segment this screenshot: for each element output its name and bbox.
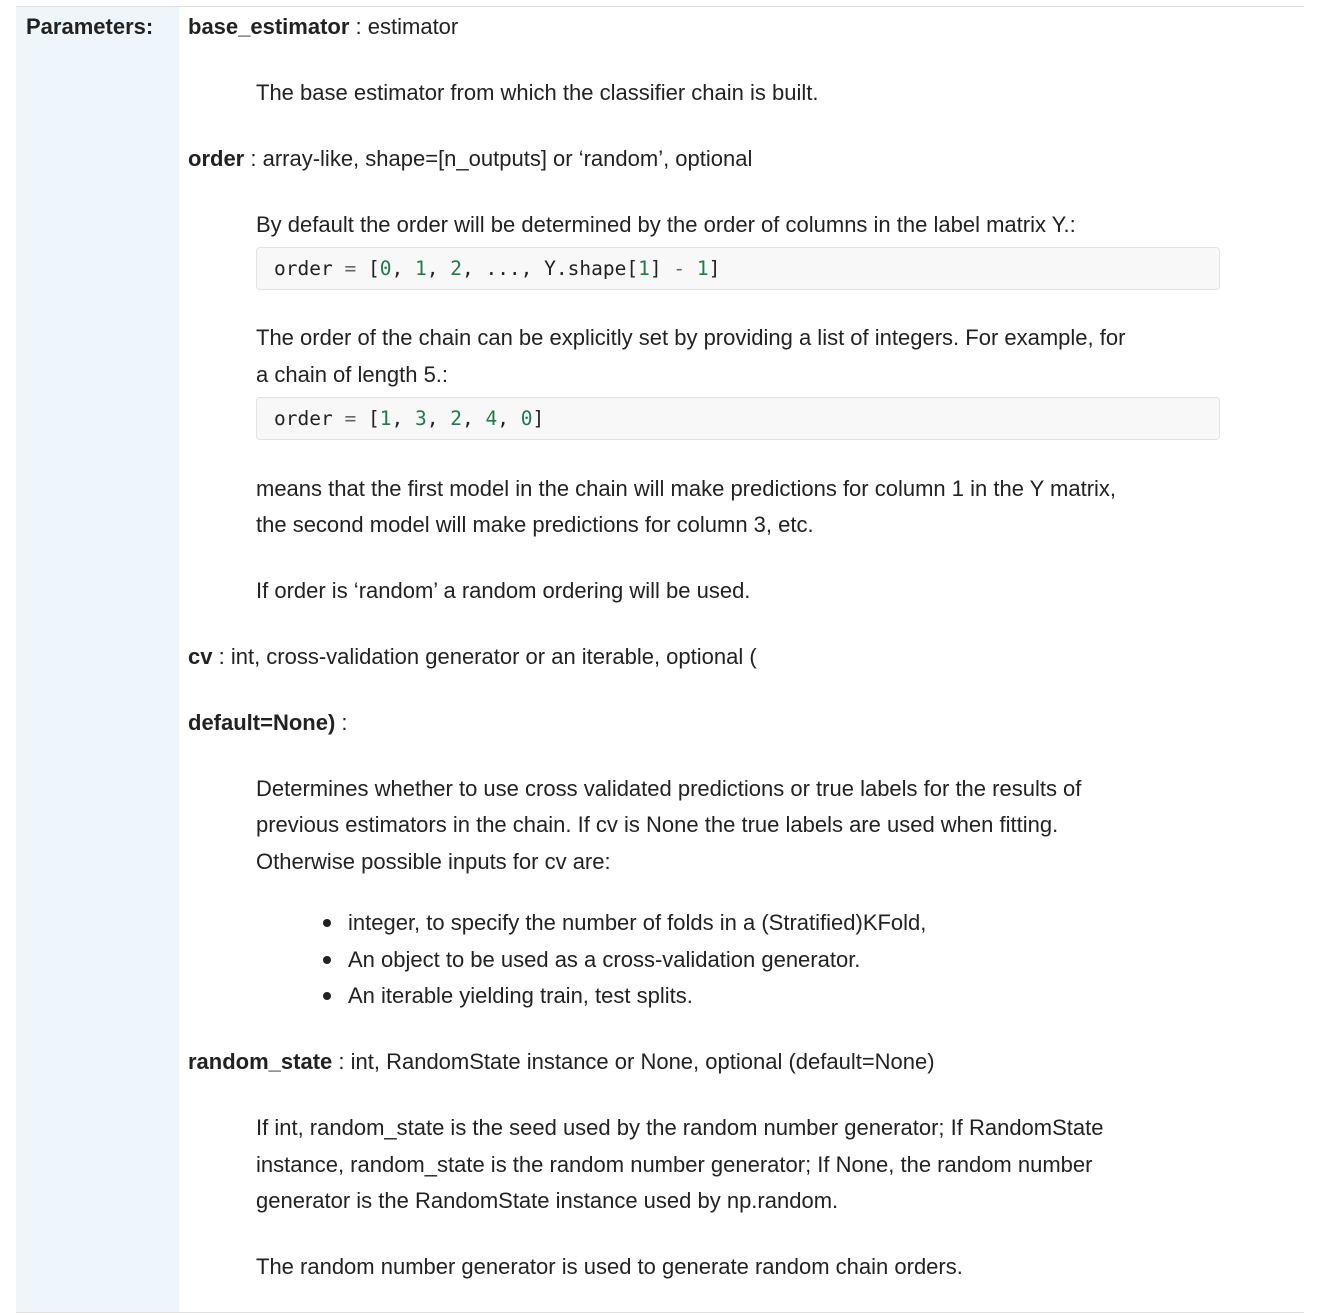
param-separator: :	[349, 14, 368, 39]
param-separator: :	[212, 644, 231, 669]
code-block-example-order	[256, 397, 1220, 440]
param-name: default=None)	[188, 710, 336, 735]
param-cv-default-header	[188, 709, 348, 737]
param-name: order	[188, 146, 245, 171]
param-type: int, RandomState instance or None, optional (default=None)	[350, 1049, 935, 1074]
bullet-icon	[323, 992, 331, 1000]
param-description: The order of the chain can be explicitly set by providing a list of integers. For example, for	[256, 325, 1126, 350]
param-description: The random number generator is used to generate random chain orders.	[256, 1254, 963, 1279]
param-cv-header	[188, 643, 757, 671]
list-item: An object to be used as a cross-validation generator.	[348, 947, 861, 972]
list-item: integer, to specify the number of folds in a (Stratified)KFold,	[348, 910, 927, 935]
param-separator: :	[335, 710, 348, 735]
param-description: If order is ‘random’ a random ordering will be used.	[256, 578, 751, 603]
param-type: array-like, shape=[n_outputs] or ‘random’, optional	[262, 146, 753, 171]
param-base-estimator-header	[188, 13, 458, 41]
table-bottom-border	[16, 1312, 1304, 1313]
bullet-icon	[323, 919, 331, 927]
param-order-header	[188, 145, 752, 173]
field-label-parameters: Parameters:	[26, 14, 154, 39]
param-random-state-header	[188, 1048, 935, 1076]
field-label-column	[16, 7, 179, 1312]
param-description: previous estimators in the chain. If cv is None the true labels are used when fitting.	[256, 812, 1059, 837]
param-description: generator is the RandomState instance used by np.random.	[256, 1188, 839, 1213]
param-description: Otherwise possible inputs for cv are:	[256, 849, 611, 874]
param-type: estimator	[367, 14, 459, 39]
param-description: means that the first model in the chain will make predictions for column 1 in the Y matrix,	[256, 476, 1117, 501]
param-description: By default the order will be determined by the order of columns in the label matrix Y.:	[256, 212, 1076, 237]
param-separator: :	[244, 146, 263, 171]
param-type: int, cross-validation generator or an iterable, optional (	[230, 644, 757, 669]
param-description: Determines whether to use cross validated predictions or true labels for the results of	[256, 776, 1082, 801]
code-block-default-order	[256, 247, 1220, 290]
param-description: the second model will make predictions for column 3, etc.	[256, 512, 814, 537]
param-name: random_state	[188, 1049, 333, 1074]
param-name: base_estimator	[188, 14, 350, 39]
param-description: instance, random_state is the random number generator; If None, the random number	[256, 1152, 1093, 1177]
param-description: The base estimator from which the classifier chain is built.	[256, 80, 819, 105]
code-default-order: order = [0, 1, 2, ..., Y.shape[1] - 1]	[274, 257, 721, 280]
param-separator: :	[332, 1049, 351, 1074]
table-top-border	[16, 6, 1304, 7]
param-description: If int, random_state is the seed used by the random number generator; If RandomState	[256, 1115, 1104, 1140]
param-name: cv	[188, 644, 213, 669]
code-example-order: order = [1, 3, 2, 4, 0]	[274, 407, 545, 430]
list-item: An iterable yielding train, test splits.	[348, 983, 693, 1008]
param-description: a chain of length 5.:	[256, 362, 449, 387]
bullet-icon	[323, 956, 331, 964]
